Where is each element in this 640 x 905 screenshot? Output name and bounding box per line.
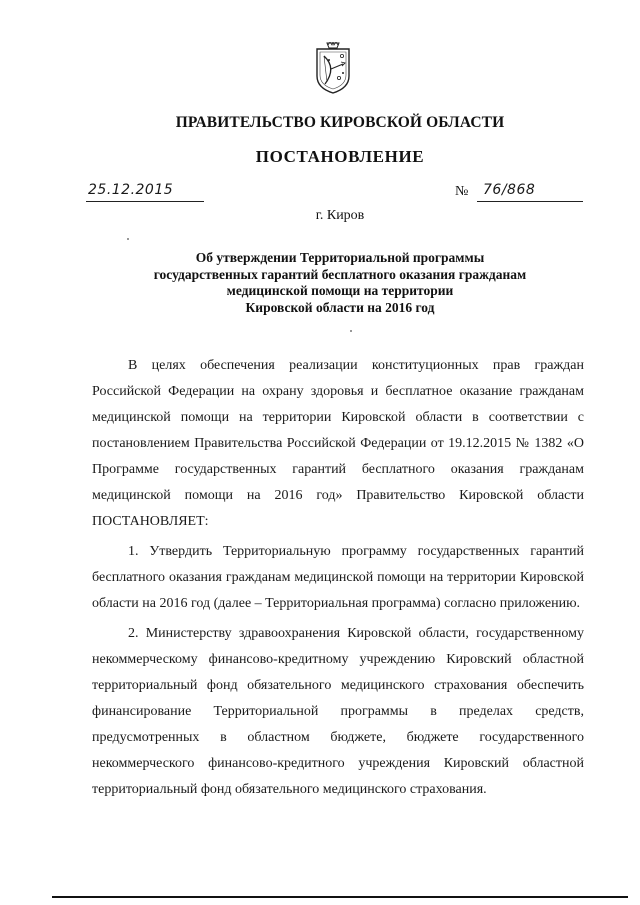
- subject-line: государственных гарантий бесплатного оказания гражданам: [153, 266, 527, 282]
- scan-speck: [350, 330, 352, 332]
- number-field: [455, 182, 583, 206]
- number-underline: [477, 201, 583, 202]
- subject-line: Об утверждении Территориальной программы: [195, 250, 485, 265]
- government-title: ПРАВИТЕЛЬСТВО КИРОВСКОЙ ОБЛАСТИ: [175, 114, 505, 131]
- scan-speck: [127, 238, 129, 240]
- date-underline: [86, 201, 204, 202]
- handwritten-date: 25.12.2015: [88, 182, 174, 198]
- coat-of-arms-icon: [315, 42, 351, 94]
- handwritten-number: 76/868: [483, 182, 536, 198]
- subject-line: медицинской помощи на территории: [226, 283, 454, 298]
- document-body: [92, 353, 584, 807]
- body-paragraph: 2. Министерству здравоохранения Кировской области, государственному некоммерческому финансово-кредитному учреждению Кировский областной территориальный фонд обязательного медицинского страхования обеспечить финансирование Территориальной программы в пределах средств, предусмотренных в областном бюджете, бюджете государственного некоммерческого финансово-кредитного учреждения Кировский областной территориальный фонд обязательного медицинского страхования.: [92, 626, 584, 797]
- date-field: [86, 182, 204, 206]
- city-line: г. Киров: [315, 208, 365, 223]
- document-type: ПОСТАНОВЛЕНИЕ: [255, 147, 425, 166]
- number-sign: №: [455, 184, 469, 199]
- body-paragraph: В целях обеспечения реализации конституционных прав граждан Российской Федерации на охрану здоровья и бесплатное оказание гражданам медицинской помощи на территории Кировской области в соответствии с постановлением Правительства Российской Федерации от 19.12.2015 № 1382 «О Программе государственных гарантий бесплатного оказания гражданам медицинской помощи на 2016 год» Правительство Кировской области ПОСТАНОВЛЯЕТ:: [92, 358, 584, 529]
- subject-line: Кировской области на 2016 год: [245, 299, 435, 315]
- document-subject: [80, 250, 600, 316]
- page-bottom-rule: [52, 896, 628, 898]
- body-paragraph: 1. Утвердить Территориальную программу государственных гарантий бесплатного оказания гражданам медицинской помощи на территории Кировской области на 2016 год (далее – Территориальная программа) согласно приложению.: [92, 544, 584, 611]
